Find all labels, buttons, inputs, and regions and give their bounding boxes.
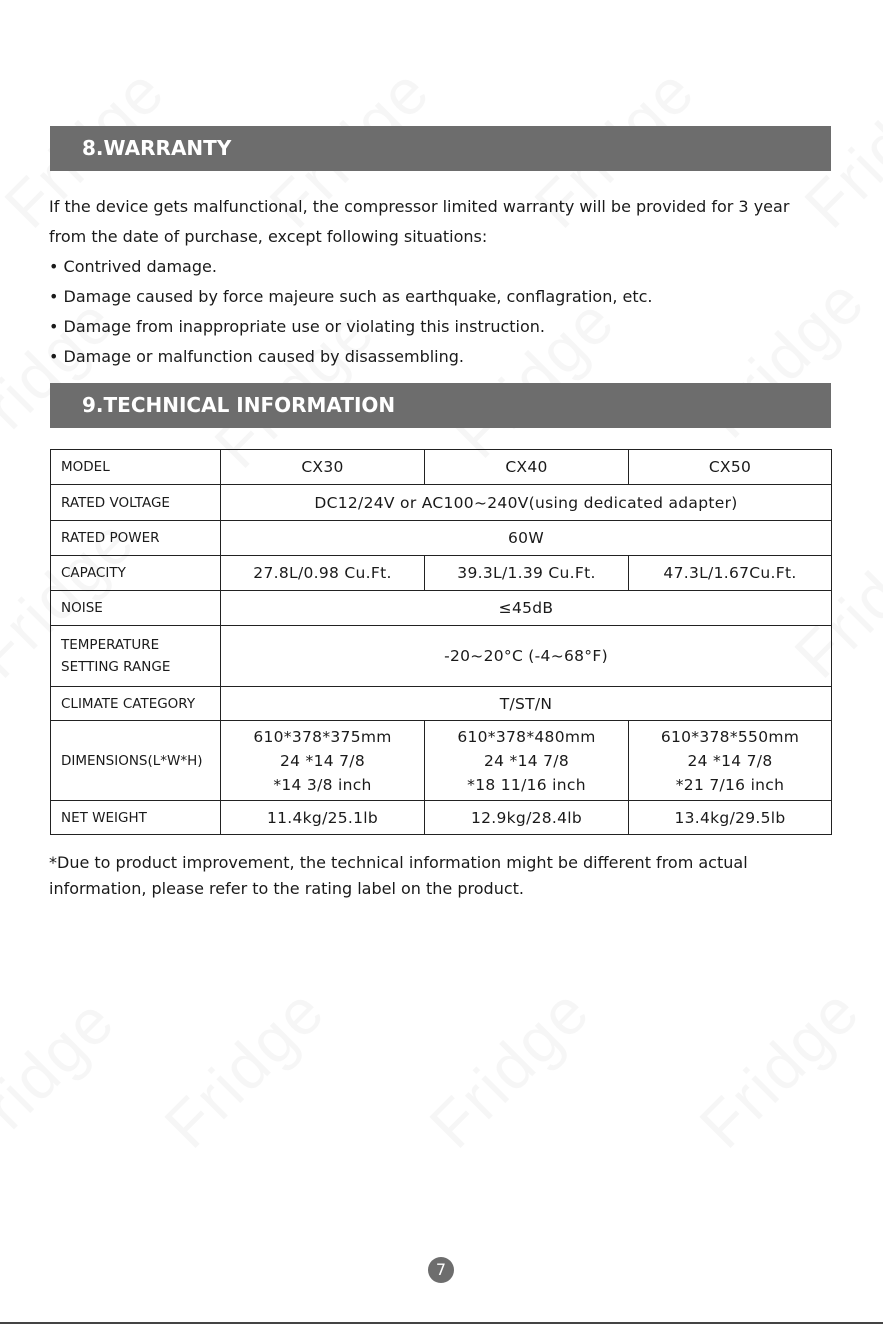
table-row-temperature [51, 626, 832, 687]
dimension-line: 24 *14 7/8 [687, 751, 773, 770]
row-label [51, 626, 221, 687]
row-label-line: SETTING RANGE [61, 659, 171, 675]
row-label: RATED POWER [51, 521, 221, 556]
cell-cx50: 47.3L/1.67Cu.Ft. [629, 556, 832, 591]
row-label: CAPACITY [51, 556, 221, 591]
watermark [415, 973, 604, 1162]
table-row-rated-power [51, 521, 832, 556]
cell-all-models: DC12/24V or AC100~240V(using dedicated adapter) [221, 485, 832, 521]
watermark [0, 983, 129, 1172]
warranty-intro-line-1: If the device gets malfunctional, the compressor limited warranty will be provided for 3 year [49, 197, 790, 216]
cell-cx30: CX30 [221, 450, 425, 485]
cell-cx40 [425, 721, 629, 801]
cell-all-models: 60W [221, 521, 832, 556]
dimension-line: *14 3/8 inch [273, 775, 372, 794]
row-label-line: TEMPERATURE [61, 637, 160, 653]
cell-cx50: CX50 [629, 450, 832, 485]
cell-cx40: 12.9kg/28.4lb [425, 801, 629, 835]
table-row-rated-voltage [51, 485, 832, 521]
row-label: MODEL [51, 450, 221, 485]
dimension-line: 610*378*375mm [253, 727, 392, 746]
cell-cx30: 27.8L/0.98 Cu.Ft. [221, 556, 425, 591]
watermark [685, 973, 874, 1162]
cell-cx50 [629, 721, 832, 801]
cell-cx30: 11.4kg/25.1lb [221, 801, 425, 835]
warranty-body [49, 192, 834, 372]
row-label: CLIMATE CATEGORY [51, 687, 221, 721]
technical-section-header: 9.TECHNICAL INFORMATION [50, 383, 831, 428]
cell-cx40: CX40 [425, 450, 629, 485]
dimension-line: 24 *14 7/8 [484, 751, 569, 770]
technical-spec-table [50, 449, 832, 835]
page-number-badge: 7 [428, 1257, 454, 1283]
warranty-exception-item: • Damage caused by force majeure such as earthquake, conflagration, etc. [49, 287, 653, 306]
note-line: information, please refer to the rating label on the product. [49, 879, 524, 898]
row-label: DIMENSIONS(L*W*H) [51, 721, 221, 801]
dimension-line: *21 7/16 inch [675, 775, 785, 794]
cell-cx50: 13.4kg/29.5lb [629, 801, 832, 835]
warranty-exception-item: • Contrived damage. [49, 257, 217, 276]
warranty-exception-item: • Damage or malfunction caused by disassembling. [49, 347, 465, 366]
row-label: NOISE [51, 591, 221, 626]
cell-all-models: T/ST/N [221, 687, 832, 721]
dimension-line: *18 11/16 inch [467, 775, 586, 794]
watermark [150, 973, 339, 1162]
table-row-capacity [51, 556, 832, 591]
cell-all-models: -20~20°C (-4~68°F) [221, 626, 832, 687]
table-row-net-weight [51, 801, 832, 835]
cell-cx40: 39.3L/1.39 Cu.Ft. [425, 556, 629, 591]
cell-all-models: ≤45dB [221, 591, 832, 626]
dimension-line: 610*378*550mm [660, 727, 800, 746]
row-label: NET WEIGHT [51, 801, 221, 835]
warranty-exception-item: • Damage from inappropriate use or violating this instruction. [49, 317, 545, 336]
note-line: *Due to product improvement, the technical information might be different from actual [49, 853, 748, 872]
row-label: RATED VOLTAGE [51, 485, 221, 521]
cell-cx30 [221, 721, 425, 801]
table-row-dimensions [51, 721, 832, 801]
dimension-line: 24 *14 7/8 [280, 751, 365, 770]
dimension-line: 610*378*480mm [457, 727, 596, 746]
table-row-model [51, 450, 832, 485]
warranty-intro-line-2: from the date of purchase, except following situations: [49, 227, 488, 246]
table-row-noise [51, 591, 832, 626]
disclaimer-note [49, 850, 834, 902]
table-row-climate [51, 687, 832, 721]
warranty-section-header: 8.WARRANTY [50, 126, 831, 171]
